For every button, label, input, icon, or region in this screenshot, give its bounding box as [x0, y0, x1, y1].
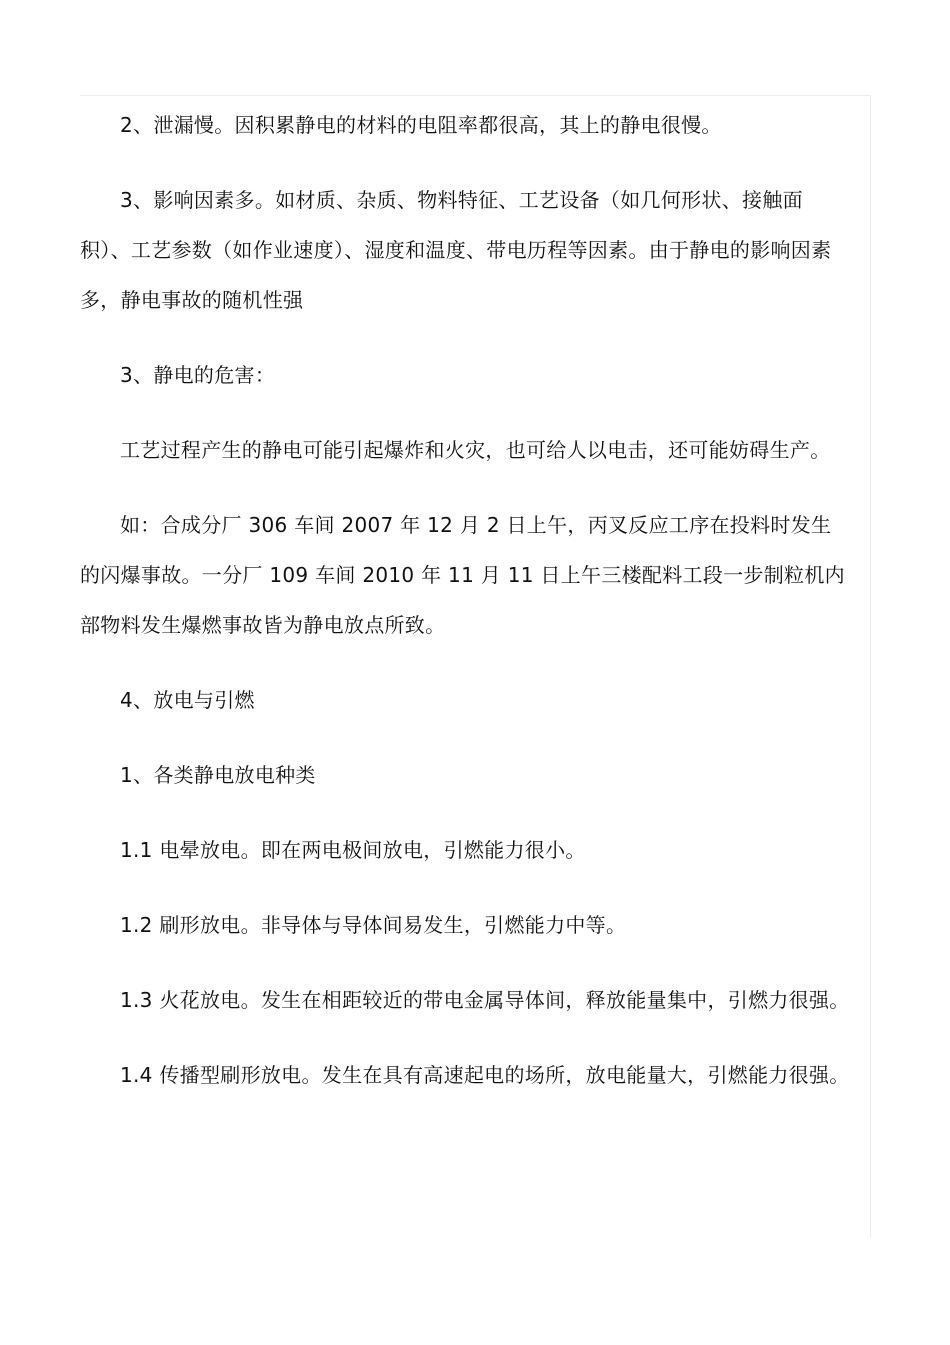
paragraph-hazards-heading: 3、静电的危害： [120, 363, 276, 387]
paragraph-leakage: 2、泄漏慢。因积累静电的材料的电阻率都很高，其上的静电很慢。 [120, 113, 722, 137]
paragraph-discharge-heading: 4、放电与引燃 [120, 688, 255, 712]
paragraph-influencing-factors: 3、影响因素多。如材质、杂质、物料特征、工艺设备（如几何形状、接触面积）、工艺参数（如作业速度）、湿度和温度、带电历程等因素。由于静电的影响因素多，静电事故的随机性强 [80, 188, 832, 312]
paragraph-brush-discharge: 1.2 刷形放电。非导体与导体间易发生，引燃能力中等。 [120, 913, 627, 937]
paragraph-incident-example: 如：合成分厂 306 车间 2007 年 12 月 2 日上午，丙叉反应工序在投料时发生的闪爆事故。一分厂 109 车间 2010 年 11 月 11 日上午三楼配料工段一步制粒机内部物料发生爆燃事故皆为静电放点所致。 [80, 513, 845, 637]
paragraph-corona-discharge: 1.1 电晕放电。即在两电极间放电，引燃能力很小。 [120, 838, 586, 862]
document-body [80, 100, 850, 1125]
paragraph-hazards: 工艺过程产生的静电可能引起爆炸和火灾，也可给人以电击，还可能妨碍生产。 [120, 438, 831, 462]
paragraph-spark-discharge: 1.3 火花放电。发生在相距较近的带电金属导体间，释放能量集中，引燃力很强。 [120, 988, 850, 1012]
paragraph-discharge-types: 1、各类静电放电种类 [120, 763, 316, 787]
paragraph-propagating-brush-discharge: 1.4 传播型刷形放电。发生在具有高速起电的场所，放电能量大，引燃能力很强。 [120, 1063, 850, 1087]
